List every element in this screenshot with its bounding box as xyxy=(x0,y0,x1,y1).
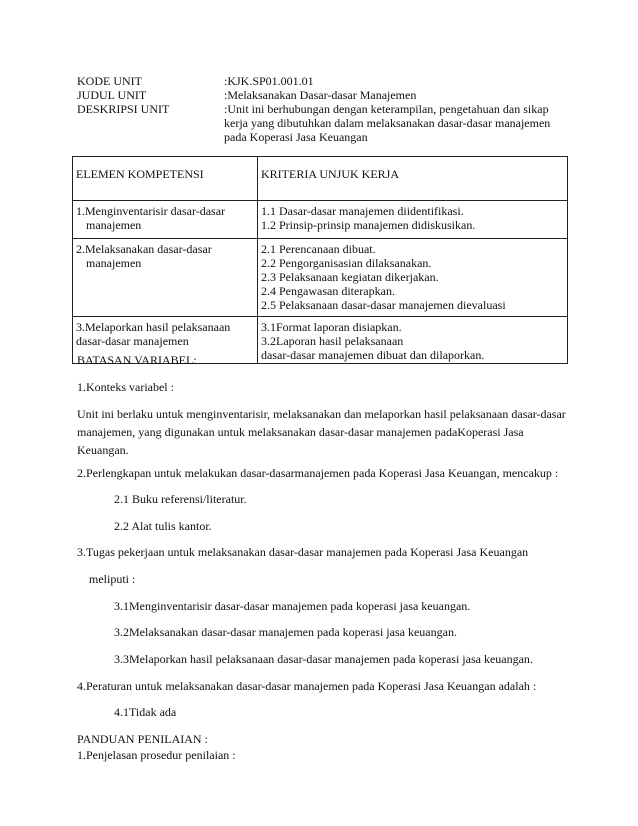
col-header-kriteria: KRITERIA UNJUK KERJA xyxy=(258,157,568,201)
deskripsi-unit-label: DESKRIPSI UNIT xyxy=(77,102,170,116)
perlengkapan-item: 2.1 Buku referensi/literatur. xyxy=(114,492,247,506)
perlengkapan-heading: 2.Perlengkapan untuk melakukan dasar-dasarmanajemen pada Koperasi Jasa Keuangan, mencakup : xyxy=(77,466,559,480)
table-row xyxy=(73,239,568,317)
table-row xyxy=(73,201,568,239)
kriteria-line: 2.2 Pengorganisasian dilaksanakan. xyxy=(261,256,432,270)
col-header-elemen: ELEMEN KOMPETENSI xyxy=(73,157,258,201)
elemen-cell xyxy=(73,239,258,317)
deskripsi-line: kerja yang dibutuhkan dalam melaksanakan dasar-dasar manajemen xyxy=(224,116,551,130)
competency-table xyxy=(72,156,568,364)
kriteria-line: 1.2 Prinsip-prinsip manajemen didiskusikan. xyxy=(261,218,476,232)
judul-unit-value: :Melaksanakan Dasar-dasar Manajemen xyxy=(224,88,417,102)
elemen-line: manajemen xyxy=(86,256,142,270)
peraturan-heading: 4.Peraturan untuk melaksanakan dasar-dasar manajemen pada Koperasi Jasa Keuangan adalah : xyxy=(77,679,537,693)
konteks-variabel-heading: 1.Konteks variabel : xyxy=(77,380,174,394)
elemen-line: 1.Menginventarisir dasar-dasar xyxy=(76,204,226,218)
deskripsi-line: pada Koperasi Jasa Keuangan xyxy=(224,130,368,144)
peraturan-item: 4.1Tidak ada xyxy=(114,705,177,719)
tugas-heading-cont: meliputi : xyxy=(89,572,136,586)
elemen-line: 2.Melaksanakan dasar-dasar xyxy=(76,242,212,256)
penjelasan-prosedur-heading: 1.Penjelasan prosedur penilaian : xyxy=(77,748,236,762)
kriteria-cell xyxy=(258,201,568,239)
batasan-variabel-heading: BATASAN VARIABEL: xyxy=(77,353,197,367)
elemen-cell xyxy=(73,201,258,239)
deskripsi-unit-value xyxy=(224,102,554,144)
konteks-paragraph-line: manajemen, yang digunakan untuk melaksanakan dasar-dasar manajemen padaKoperasi Jasa xyxy=(77,425,524,439)
table-header-row xyxy=(73,157,568,201)
konteks-paragraph-line: Keuangan. xyxy=(77,443,129,457)
elemen-line: manajemen xyxy=(86,218,142,232)
panduan-penilaian-heading: PANDUAN PENILAIAN : xyxy=(77,732,208,746)
kriteria-line: 2.3 Pelaksanaan kegiatan dikerjakan. xyxy=(261,270,439,284)
konteks-paragraph-line: Unit ini berlaku untuk menginventarisir, melaksanakan dan melaporkan hasil pelaksanaan dasar-dasar xyxy=(77,407,566,421)
kriteria-line: 2.4 Pengawasan diterapkan. xyxy=(261,284,395,298)
tugas-item: 3.1Menginventarisir dasar-dasar manajemen pada koperasi jasa keuangan. xyxy=(114,599,471,613)
elemen-line: 3.Melaporkan hasil pelaksanaan xyxy=(76,320,231,334)
kriteria-line: 3.1Format laporan disiapkan. xyxy=(261,320,402,334)
elemen-line: dasar-dasar manajemen xyxy=(76,334,189,348)
judul-unit-label: JUDUL UNIT xyxy=(77,88,147,102)
kriteria-line: 3.2Laporan hasil pelaksanaan xyxy=(261,334,404,348)
kode-unit-value: :KJK.SP01.001.01 xyxy=(224,74,314,88)
perlengkapan-item: 2.2 Alat tulis kantor. xyxy=(114,519,212,533)
kriteria-cell xyxy=(258,239,568,317)
kode-unit-label: KODE UNIT xyxy=(77,74,142,88)
tugas-item: 3.2Melaksanakan dasar-dasar manajemen pada koperasi jasa keuangan. xyxy=(114,625,457,639)
kriteria-line: 2.1 Perencanaan dibuat. xyxy=(261,242,376,256)
kriteria-line: dasar-dasar manajemen dibuat dan dilaporkan. xyxy=(261,348,485,362)
kriteria-line: 2.5 Pelaksanaan dasar-dasar manajemen dievaluasi xyxy=(261,298,506,312)
kriteria-line: 1.1 Dasar-dasar manajemen diidentifikasi. xyxy=(261,204,464,218)
tugas-item: 3.3Melaporkan hasil pelaksanaan dasar-dasar manajemen pada koperasi jasa keuangan. xyxy=(114,652,533,666)
deskripsi-line: :Unit ini berhubungan dengan keterampilan, pengetahuan dan sikap xyxy=(224,102,549,116)
tugas-heading: 3.Tugas pekerjaan untuk melaksanakan dasar-dasar manajemen pada Koperasi Jasa Keuangan xyxy=(77,545,529,559)
